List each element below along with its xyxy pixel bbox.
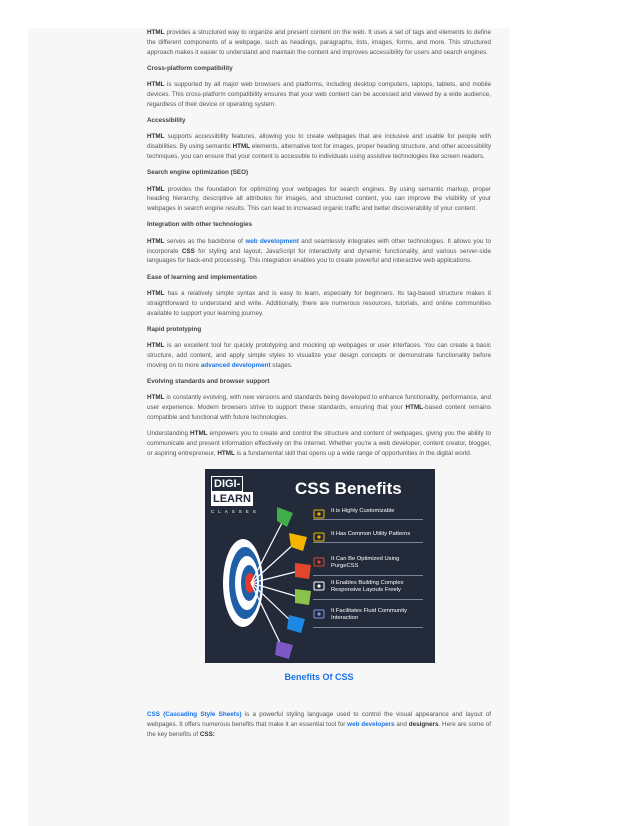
bold-term: HTML [217,449,235,457]
text-run: provides a structured way to organize and present content on the web. It uses a set of tags and elements to define the different components of a webpage, such as headings, paragraphs, lists, images, forms, and more. This structured approach makes it easier to understand and maintain the content and improves accessibility for users and search engines. [147,29,491,56]
inline-link[interactable]: web developers [347,721,395,729]
text-run: is a fundamental skill that opens up a wide range of opportunities in the digital world. [234,449,472,457]
bold-term: HTML [147,81,165,89]
arrow-purple [275,641,293,659]
benefit-icon [313,608,325,620]
paragraph [147,132,491,161]
section-heading: Accessibility [147,117,186,125]
paragraph [147,185,491,214]
text-run: is constantly evolving, with new versions and standards being developed to enhance functionality, performance, and user experience. Modern browsers strive to support these standards, ensuring that your [147,394,491,412]
infographic-title: CSS Benefits [295,478,402,498]
target-arrows-graphic [207,503,317,663]
text-run: serves as the backbone of [164,237,246,245]
benefit-item [313,505,423,521]
paragraph [147,429,491,458]
text-run: supports accessibility features, allowing you to create webpages that are inclusive and usable for people with disabilities. By using semantic [147,133,491,151]
section-heading: Cross-platform compatibility [147,64,233,72]
text-run: Understanding [147,430,191,438]
benefit-icon [313,580,325,592]
article-column [147,28,491,746]
css-benefits-infographic [205,469,435,663]
bold-term: HTML [147,289,165,297]
paragraph [147,289,491,318]
benefit-icon [313,531,325,543]
arrow-green [277,507,293,527]
paragraph [147,80,491,109]
bold-term: HTML [147,185,165,193]
text-run: empowers you to create and control the structure and content of webpages, giving you the ability to communicate and present information effectively on the internet. Whether you're a web developer, content creator, blogger, or aspiring entrepreneur, [147,430,491,457]
benefit-label: It Facilitates Fluid Community Interaction [331,607,408,622]
paragraph [147,28,491,57]
section-heading: Rapid prototyping [147,325,202,333]
arrow-red [295,563,311,579]
inline-link[interactable]: CSS (Cascading Style Sheets) [147,711,242,719]
section-heading: Evolving standards and browser support [147,378,270,386]
benefit-label: It is Highly Customizable [331,507,395,514]
text-run: is a powerful styling language used to control the visual appearance and layout of webpages. It offers numerous benefits that make it an essential tool for [147,711,491,729]
paragraph [147,237,491,266]
bold-term: HTML [147,394,165,402]
text-run: . Here are some of the key benefits of [147,721,491,738]
bold-term: HTML [405,404,424,412]
arrow-lime [295,589,311,605]
benefit-label: It Has Common Utility Patterns [331,530,411,537]
text-run: has a relatively simple syntax and is easy to learn, especially for beginners. Its tag-based structure makes it straightforward to understand and write. Additionally, there are numerous resources, tutorials, and online communities available to support your learning journey. [147,289,491,317]
bold-term: HTML [147,133,165,141]
benefit-item [313,553,423,576]
bold-term: HTML [147,237,165,245]
benefit-icon [313,508,325,520]
text-run: for styling and layout, JavaScript for interactivity and dynamic functionality, and various server-side languages for back-end processing. This integration enables you to create powerful and interactive web applications. [147,247,491,265]
text-run: provides the foundation for optimizing your webpages for search engines. By using semantic markup, proper heading hierarchy, descriptive alt attributes for images, and structured content, you can improve the visibility of your webpages in search engine results. This can lead to increased organic traffic and better discoverability of your content. [147,185,491,213]
paragraph [147,393,491,422]
text-run: is supported by all major web browsers and platforms, including desktop computers, laptops, tablets, and mobile devices. This cross-platform compatibility ensures that your web content can be accessed and viewed by a wide audience, regardless of their device or operating system. [147,81,491,108]
bold-term: CSS [181,247,195,255]
figure-caption: Benefits Of CSS [284,671,354,682]
benefit-label: It Enables Building Complex Responsive Layouts Freely [331,579,404,594]
bold-term: HTML [147,342,165,350]
bold-term: designers [408,721,439,729]
closing-paragraph [147,710,491,739]
benefit-item [313,605,423,628]
section-heading: Ease of learning and implementation [147,273,257,281]
bold-term: HTML [190,430,208,438]
benefit-icon [313,556,325,568]
benefit-label: It Can Be Optimized Using PurgeCSS [331,555,400,570]
benefit-item [313,577,423,600]
bold-term: HTML [147,29,165,36]
text-run: and [394,721,409,729]
text-run: and seamlessly integrates with other technologies. It allows you to incorporate [147,237,492,255]
inline-link[interactable]: advanced development [200,361,271,369]
benefit-item [313,528,423,544]
logo: DIGI-LEARN CLASSES [211,477,260,514]
text-run: is an excellent tool for quickly prototyping and mocking up webpages or user interfaces. You can create a basic structure, add content, and apply simple styles to visualize your design concepts or demonstrate functionality before moving on to more [147,342,491,369]
arrow-blue [287,615,305,633]
bold-term: HTML [232,143,251,151]
text-run: stages. [270,361,293,369]
text-run: -based content remains compatible and functional with future technologies. [147,404,491,421]
section-heading: Integration with other technologies [147,221,252,229]
section-heading: Search engine optimization (SEO) [147,169,249,177]
inline-link[interactable]: web development [245,237,299,245]
bold-term: CSS: [199,730,215,738]
target-icon [223,539,263,627]
text-run: elements, alternative text for images, proper heading structure, and other accessibility techniques, you can ensure that your content is accessible to individuals using assistive technologies like screen readers. [147,143,491,160]
arrow-yellow [289,533,307,551]
paragraph [147,341,491,370]
